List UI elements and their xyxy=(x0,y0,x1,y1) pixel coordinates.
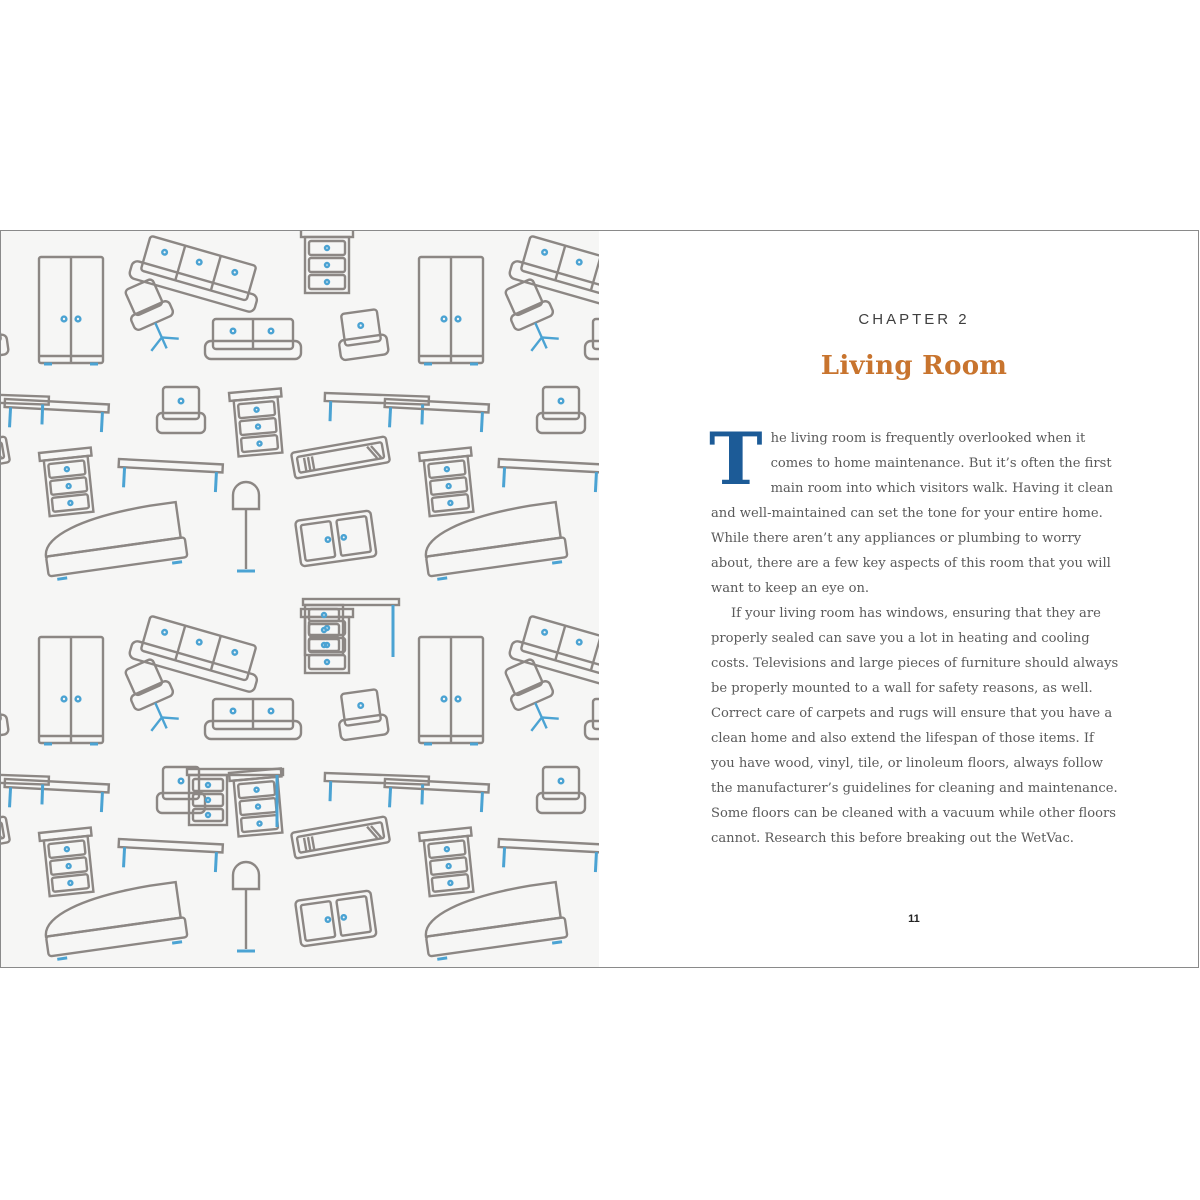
page-number: 11 xyxy=(908,913,920,925)
book-spread xyxy=(0,230,1199,968)
chapter-body xyxy=(709,416,1121,851)
drop-cap: T xyxy=(709,416,763,501)
furniture-pattern-page xyxy=(1,231,599,967)
furniture-pattern-illustration xyxy=(1,231,599,967)
chapter-title: Living Room xyxy=(820,351,1008,381)
paragraph-1 xyxy=(709,416,1121,601)
paragraph-1-text: he living room is frequently overlooked when it comes to home maintenance. But it’s often the first main room into which visitors walk. Having it clean and well-maintained can set the tone for your entire home. While there aren’t any appliances or plumbing to worry about, there are a few key aspects of this room that you will want to keep an eye on. xyxy=(711,431,1114,596)
desk-icon xyxy=(303,599,399,657)
paragraph-2: If your living room has windows, ensuring that they are properly sealed can save you a lot in heating and cooling costs. Televisions and large pieces of furniture should always be properly mounted to a wall for safety reasons, as well. Correct care of carpets and rugs will ensure that you have a clean home and also extend the lifespan of those items. If you have wood, vinyl, tile, or linoleum floors, always follow the manufacturer’s guidelines for cleaning and maintenance. Some floors can be cleaned with a vacuum while other floors cannot. Research this before breaking out the WetVac. xyxy=(711,606,1119,846)
text-page xyxy=(599,231,1199,967)
chapter-label: CHAPTER 2 xyxy=(858,311,970,328)
